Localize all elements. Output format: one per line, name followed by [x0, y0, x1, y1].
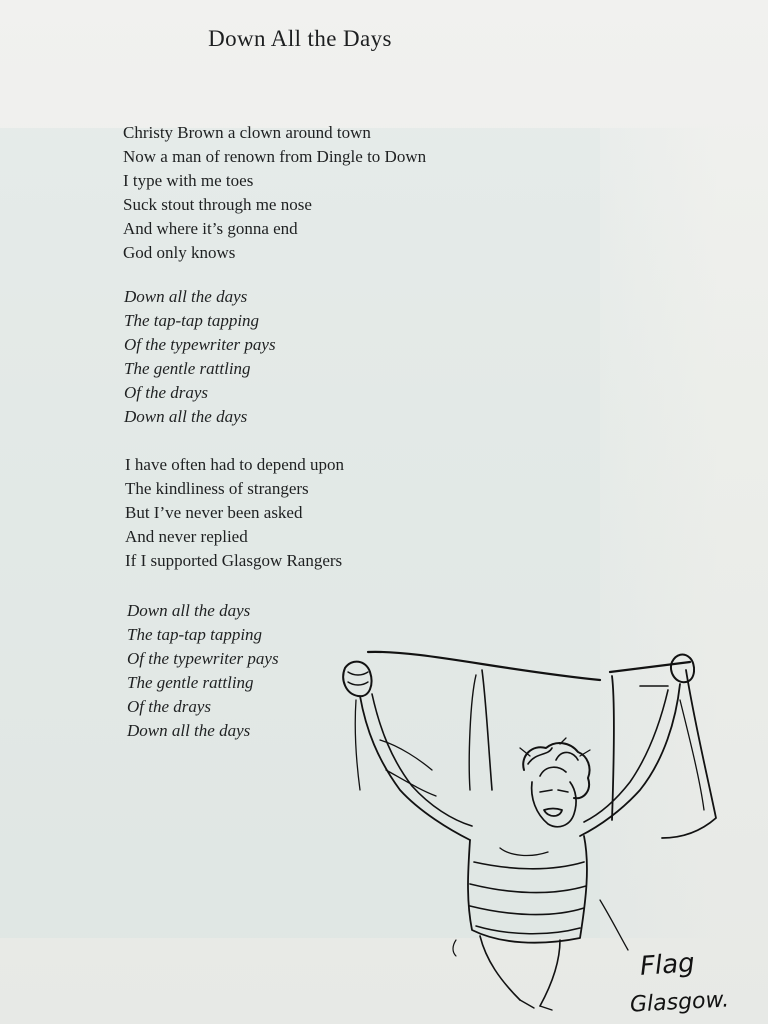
poem-line: Now a man of renown from Dingle to Down	[123, 147, 427, 166]
poem-line: Down all the days	[124, 407, 248, 426]
poem-line: But I’ve never been asked	[125, 503, 303, 522]
poem-line: Down all the days	[127, 601, 251, 620]
poem-line: Of the typewriter pays	[127, 649, 279, 668]
flag-figure-sketch	[330, 640, 730, 1024]
poem-line: Down all the days	[124, 287, 248, 306]
stanza-3	[125, 453, 344, 573]
poem-line: The kindliness of strangers	[125, 479, 309, 498]
poem-line: The tap-tap tapping	[127, 625, 263, 644]
poem-line: I have often had to depend upon	[125, 455, 345, 474]
poem-line: If I supported Glasgow Rangers	[125, 551, 343, 570]
poem-line: Christy Brown a clown around town	[123, 123, 371, 142]
poem-line: Down all the days	[127, 721, 251, 740]
stanza-2-refrain	[124, 285, 276, 429]
poem-line: I type with me toes	[123, 171, 254, 190]
poem-line: The gentle rattling	[124, 359, 251, 378]
poem-title: Down All the Days	[208, 26, 392, 51]
annotation-flag: Flag	[639, 948, 696, 982]
poem-line: Of the typewriter pays	[124, 335, 276, 354]
stanza-4-refrain	[127, 599, 279, 743]
stanza-1	[123, 121, 426, 265]
poem-line: Suck stout through me nose	[123, 195, 312, 214]
poem-line: The gentle rattling	[127, 673, 254, 692]
poem-line: Of the drays	[127, 697, 212, 716]
poem-line: And never replied	[125, 527, 248, 546]
poem-line: And where it’s gonna end	[123, 219, 298, 238]
poem-line: The tap-tap tapping	[124, 311, 260, 330]
annotation-glasgow: Glasgow.	[629, 987, 730, 1018]
poem-line: Of the drays	[124, 383, 209, 402]
poem-line: God only knows	[123, 243, 236, 262]
